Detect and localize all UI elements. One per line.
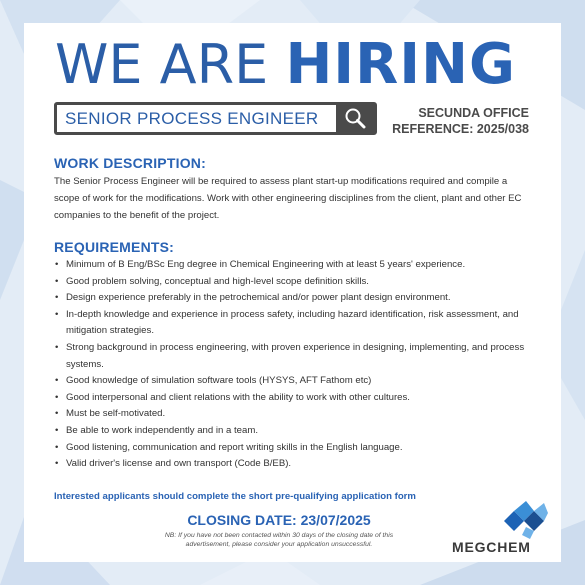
job-card [24,23,561,562]
bullet-icon: • [55,259,59,270]
requirement-text: Be able to work independently and in a team. [66,424,259,436]
bullet-icon: • [55,441,59,453]
headline [55,31,516,97]
bullet-icon: • [55,275,59,287]
requirement-item [54,340,544,373]
bullet-icon: • [55,408,59,420]
job-title: SENIOR PROCESS ENGINEER [65,109,319,128]
search-button [336,105,374,132]
requirement-text: Good interpersonal and client relations with the ability to work with other cultures. [66,391,410,403]
requirement-item [54,456,544,473]
requirement-item [54,373,544,390]
office-info [392,105,529,137]
work-description-text: The Senior Process Engineer will be required to assess plant start-up modifications required and compile a scope of work for the modifications. Work with other engineering disciplines from the client, plant and other EC companies to the benefit of the project. [54,176,522,221]
reference-number: REFERENCE: 2025/038 [392,122,529,136]
bullet-icon: • [55,391,59,403]
requirement-item [54,307,544,340]
bullet-icon: • [55,424,59,436]
requirement-text: Strong background in process engineering, with proven experience in designing, implementing, and process systems. [66,341,525,370]
headline-bold: HIRING [285,32,516,97]
requirement-item [54,423,544,440]
bullet-icon: • [55,341,59,353]
requirement-item [54,406,544,423]
search-icon [344,107,366,129]
closing-date: CLOSING DATE: 23/07/2025 [187,512,371,528]
work-description-title: WORK DESCRIPTION: [54,155,206,171]
bullet-icon: • [55,292,59,304]
nb-note: NB: If you have not been contacted within 30 days of the closing date of this advertisement, please consider your application unsuccessful. [164,532,394,548]
requirement-text: Good problem solving, conceptual and high-level scope definition skills. [66,275,369,287]
requirement-text: Must be self-motivated. [66,408,166,420]
bullet-icon: • [55,375,59,387]
requirement-text: Valid driver's license and own transport (Code B/EB). [66,458,292,470]
requirement-item [54,257,544,274]
requirement-text: Minimum of B Eng/BSc Eng degree in Chemical Engineering with at least 5 years' experience. [66,259,466,270]
requirement-item [54,274,544,291]
bullet-icon: • [55,308,59,320]
requirements-title: REQUIREMENTS: [54,239,175,255]
megchem-logo-icon [504,501,548,539]
apply-instructions: Interested applicants should complete the short pre-qualifying application form [54,491,416,502]
bullet-icon: • [55,458,59,470]
logo-text: MEGCHEM [452,539,531,555]
office-name: SECUNDA OFFICE [418,106,529,120]
requirement-text: Design experience preferably in the petrochemical and/or power plant design environment. [66,292,451,304]
requirement-item [54,390,544,407]
requirement-item [54,290,544,307]
requirement-text: Good listening, communication and report writing skills in the English language. [66,441,403,453]
requirements-list [54,257,544,473]
headline-light: WE ARE [55,33,286,96]
requirement-text: In-depth knowledge and experience in process safety, including hazard identification, risk assessment, and mitigation strategies. [66,308,519,337]
requirement-text: Good knowledge of simulation software tools (HYSYS, AFT Fathom etc) [66,375,372,387]
job-title-box [54,102,377,135]
requirement-item [54,440,544,457]
